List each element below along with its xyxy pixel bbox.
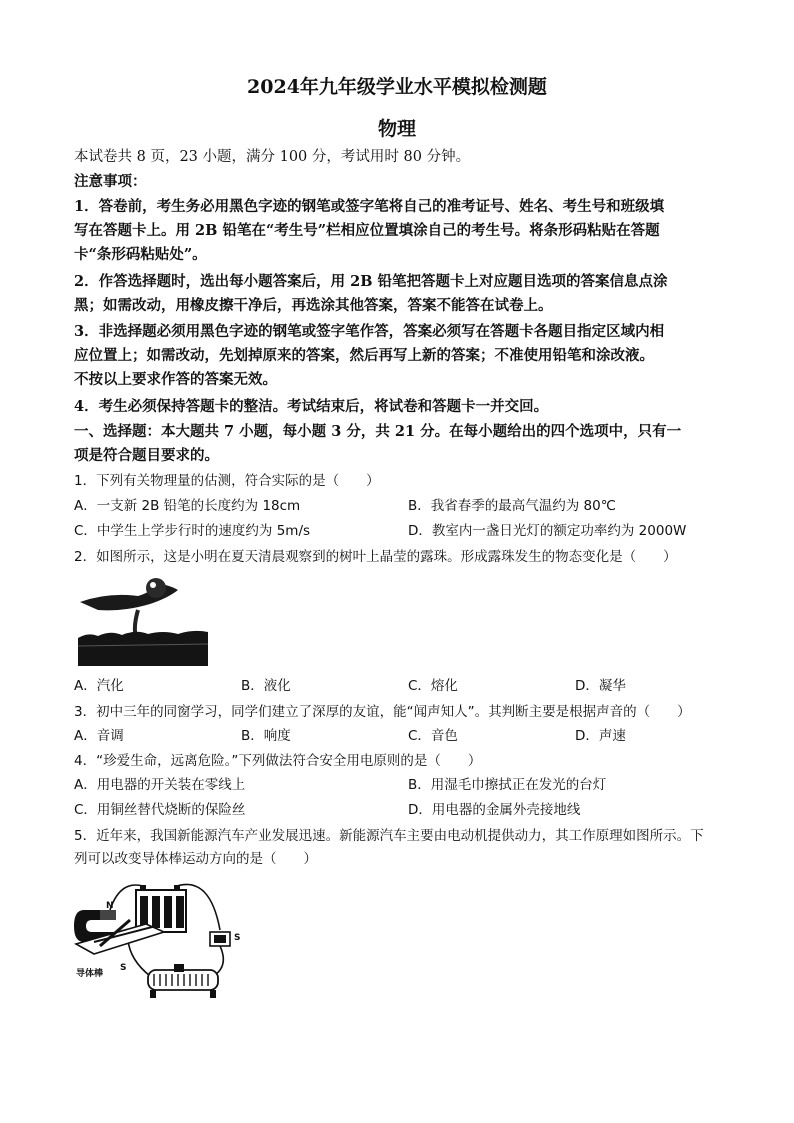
switch-icon bbox=[210, 932, 230, 946]
note-line: 1．答卷前，考生务必用黑色字迹的钢笔或签字笔将自己的准考证号、姓名、考生号和班级填 bbox=[74, 198, 665, 215]
question-4-option-d: D．用电器的金属外壳接地线 bbox=[408, 802, 581, 818]
conductor-rod-label: 导体棒 bbox=[76, 969, 104, 979]
question-3-option-c: C．音色 bbox=[408, 728, 458, 744]
question-3-option-d: D．声速 bbox=[575, 728, 626, 744]
note-line: 黑；如需改动，用橡皮擦干净后，再选涂其他答案，答案不能答在试卷上。 bbox=[74, 297, 553, 314]
exam-title: 2024年九年级学业水平模拟检测题 bbox=[247, 76, 547, 98]
magnet-s-label: S bbox=[120, 963, 127, 973]
question-2-option-c: C．熔化 bbox=[408, 678, 458, 694]
note-line: 不按以上要求作答的答案无效。 bbox=[74, 371, 277, 388]
question-2-option-a: A．汽化 bbox=[74, 678, 124, 694]
note-line: 卡“条形码粘贴处”。 bbox=[74, 246, 207, 263]
note-line: 3．非选择题必须用黑色字迹的钢笔或签字笔作答，答案必须写在答题卡各题目指定区域内相 bbox=[74, 323, 665, 340]
subject-title: 物理 bbox=[377, 118, 416, 140]
question-3-option-b: B．响度 bbox=[241, 728, 291, 744]
question-2-option-b: B．液化 bbox=[241, 678, 291, 694]
note-line: 4．考生必须保持答题卡的整洁。考试结束后，将试卷和答题卡一并交回。 bbox=[74, 398, 549, 415]
question-2-option-d: D．凝华 bbox=[575, 678, 626, 694]
section-heading: 一、选择题：本大题共 7 小题，每小题 3 分，共 21 分。在每小题给出的四个选项中，只有一 bbox=[74, 423, 682, 440]
switch-s-label: S bbox=[234, 933, 241, 943]
question-1-option-d: D．教室内一盏日光灯的额定功率约为 2000W bbox=[408, 523, 687, 539]
magnet-n-label: N bbox=[106, 901, 114, 911]
question-5-stem: 5．近年来，我国新能源汽车产业发展迅速。新能源汽车主要由电动机提供动力，其工作原理如图所示。下 bbox=[74, 828, 704, 844]
exam-summary: 本试卷共 8 页，23 小题，满分 100 分，考试用时 80 分钟。 bbox=[74, 149, 471, 165]
question-4-option-a: A．用电器的开关装在零线上 bbox=[74, 777, 246, 793]
note-line: 写在答题卡上。用 2B 铅笔在“考生号”栏相应位置填涂自己的考生号。将条形码粘贴在答题 bbox=[74, 222, 660, 239]
question-5-stem-cont: 列可以改变导体棒运动方向的是（ ） bbox=[74, 851, 317, 867]
question-4-option-c: C．用铜丝替代烧断的保险丝 bbox=[74, 802, 246, 818]
notes-heading: 注意事项： bbox=[74, 173, 147, 190]
question-1-option-b: B．我省春季的最高气温约为 80℃ bbox=[408, 498, 616, 514]
question-2-stem: 2．如图所示，这是小明在夏天清晨观察到的树叶上晶莹的露珠。形成露珠发生的物态变化是（ ） bbox=[74, 549, 677, 565]
question-4-option-b: B．用湿毛巾擦拭正在发光的台灯 bbox=[408, 777, 607, 793]
note-line: 应位置上；如需改动，先划掉原来的答案，然后再写上新的答案；不准使用铅笔和涂改液。 bbox=[74, 347, 654, 364]
dewdrop-leaf-figure bbox=[78, 572, 208, 666]
section-heading-cont: 项是符合题目要求的。 bbox=[74, 447, 219, 464]
question-1-stem: 1．下列有关物理量的估测，符合实际的是（ ） bbox=[74, 473, 380, 489]
question-3-option-a: A．音调 bbox=[74, 728, 124, 744]
question-4-stem: 4．“珍爱生命，远离危险。”下列做法符合安全用电原则的是（ ） bbox=[74, 753, 482, 769]
note-line: 2．作答选择题时，选出每小题答案后，用 2B 铅笔把答题卡上对应题目选项的答案信息点涂 bbox=[74, 273, 668, 290]
motor-circuit-figure bbox=[70, 880, 246, 1008]
question-3-stem: 3．初中三年的同窗学习，同学们建立了深厚的友谊，能“闻声知人”。其判断主要是根据声音的（ ） bbox=[74, 704, 691, 720]
question-1-option-a: A．一支新 2B 铅笔的长度约为 18cm bbox=[74, 498, 301, 514]
question-1-option-c: C．中学生上学步行时的速度约为 5m/s bbox=[74, 523, 311, 539]
